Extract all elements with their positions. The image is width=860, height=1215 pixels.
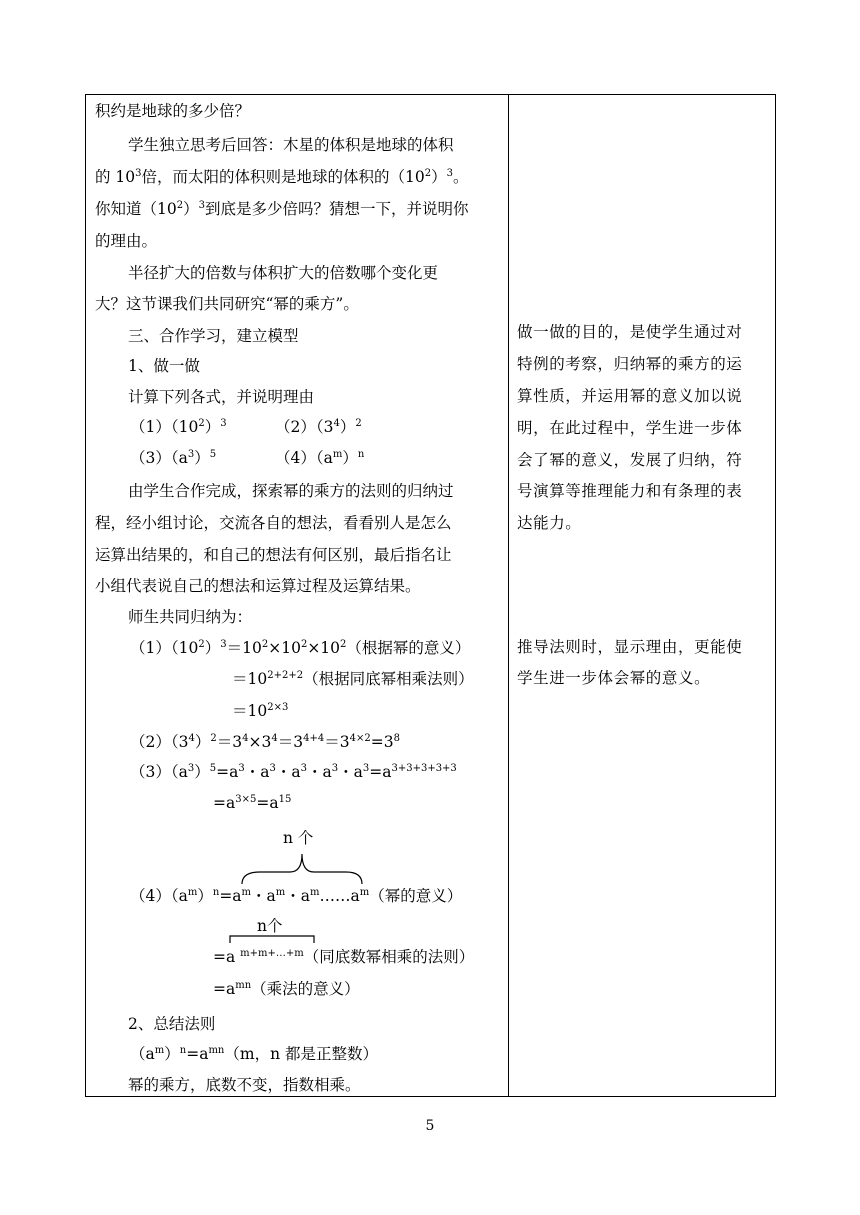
- text-line: 的 $10^3$倍，而太阳的体积则是地球的体积的$(10^2)^3$。: [95, 168, 469, 186]
- text-line: 幂的乘方，底数不变，指数相乘。: [128, 1076, 361, 1094]
- subsection-heading: 2、总结法则: [128, 1015, 216, 1033]
- text-line: 由学生合作完成，探索幂的乘方的法则的归纳过: [128, 482, 454, 500]
- text-line: 计算下列各式，并说明理由: [128, 388, 315, 406]
- formula-line: $(1)(10^2)^3=10^2\times 10^2\times 10^2$（根据幂的意义）: [130, 639, 471, 657]
- formula-line: $(a^m)^n=a^{mn}(m$，n 都是正整数）: [130, 1045, 378, 1063]
- exercise-item: $(2)(3^4)^2$: [275, 418, 362, 436]
- text-line: 的理由。: [95, 232, 158, 250]
- formula-line: $=10^{2\times 3}$: [232, 702, 289, 720]
- formula-line: $=a^{mn}$（乘法的意义）: [213, 980, 360, 998]
- page-number: 5: [425, 1118, 435, 1134]
- formula-line: $(2)(3^4)^2=3^4\times 3^4=3^{4+4}=3^{4\times 2}=3^8$: [130, 733, 400, 751]
- exercise-item: $(1)(10^2)^3$: [130, 418, 227, 436]
- text-line: 师生共同归纳为：: [128, 608, 253, 626]
- formula-line: =a $^{m+m+\dots+m}$（同底数幂相乘的法则）: [213, 948, 475, 966]
- text-line: 学生独立思考后回答：木星的体积是地球的体积: [128, 136, 454, 154]
- exercise-item: $(4)(a^m)^n$: [275, 449, 365, 467]
- text-line: 运算出结果的，和自己的想法有何区别，最后指名让: [95, 546, 452, 564]
- note-line: 达能力。: [517, 514, 582, 532]
- subsection-heading: 1、做一做: [128, 357, 200, 375]
- text-line: 大？这节课我们共同研究“幂的乘方”。: [95, 295, 359, 313]
- note-line: 算性质，并运用幂的意义加以说: [517, 387, 743, 405]
- column-divider: [508, 94, 509, 1097]
- text-line: 程，经小组讨论，交流各自的想法，看看别人是怎么: [95, 514, 452, 532]
- section-heading: 三、合作学习，建立模型: [128, 327, 299, 345]
- brace-label: n个: [257, 917, 283, 935]
- note-line: 特例的考察，归纳幂的乘方的运: [517, 355, 743, 373]
- text-line: 半径扩大的倍数与体积扩大的倍数哪个变化更: [128, 264, 439, 282]
- formula-line: $=10^{2+2+2}$（根据同底幂相乘法则）: [232, 670, 474, 688]
- formula-line: $(3)(a^3)^5=a^3$・$a^3$・$a^3$・$a^3$・$a^3=a^{3+3+3+3+3}$: [130, 763, 457, 781]
- formula-line: $(4)(a^m)^n=a^m$・$a^m$・$a^m\dots\dots a^m$（幂的意义）: [130, 887, 463, 905]
- exercise-item: $(3)(a^3)^5$: [130, 449, 217, 467]
- note-line: 推导法则时，显示理由，更能使: [517, 638, 743, 656]
- brace-label: n 个: [283, 829, 314, 847]
- note-line: 号演算等推理能力和有条理的表: [517, 482, 743, 500]
- text-line: 你知道$(10^2)^3$到底是多少倍吗？猜想一下，并说明你: [95, 200, 469, 218]
- bracket-line: [228, 931, 318, 945]
- curly-brace-icon: [240, 850, 370, 886]
- text-line: 小组代表说自己的想法和运算过程及运算结果。: [95, 577, 421, 595]
- note-line: 明，在此过程中，学生进一步体: [517, 419, 743, 437]
- note-line: 做一做的目的，是使学生通过对: [517, 323, 743, 341]
- formula-line: $=a^{3\times 5}=a^{15}$: [213, 794, 292, 812]
- text-line: 积约是地球的多少倍？: [95, 102, 251, 120]
- note-line: 会了幂的意义，发展了归纳，符: [517, 451, 743, 469]
- note-line: 学生进一步体会幂的意义。: [517, 669, 711, 687]
